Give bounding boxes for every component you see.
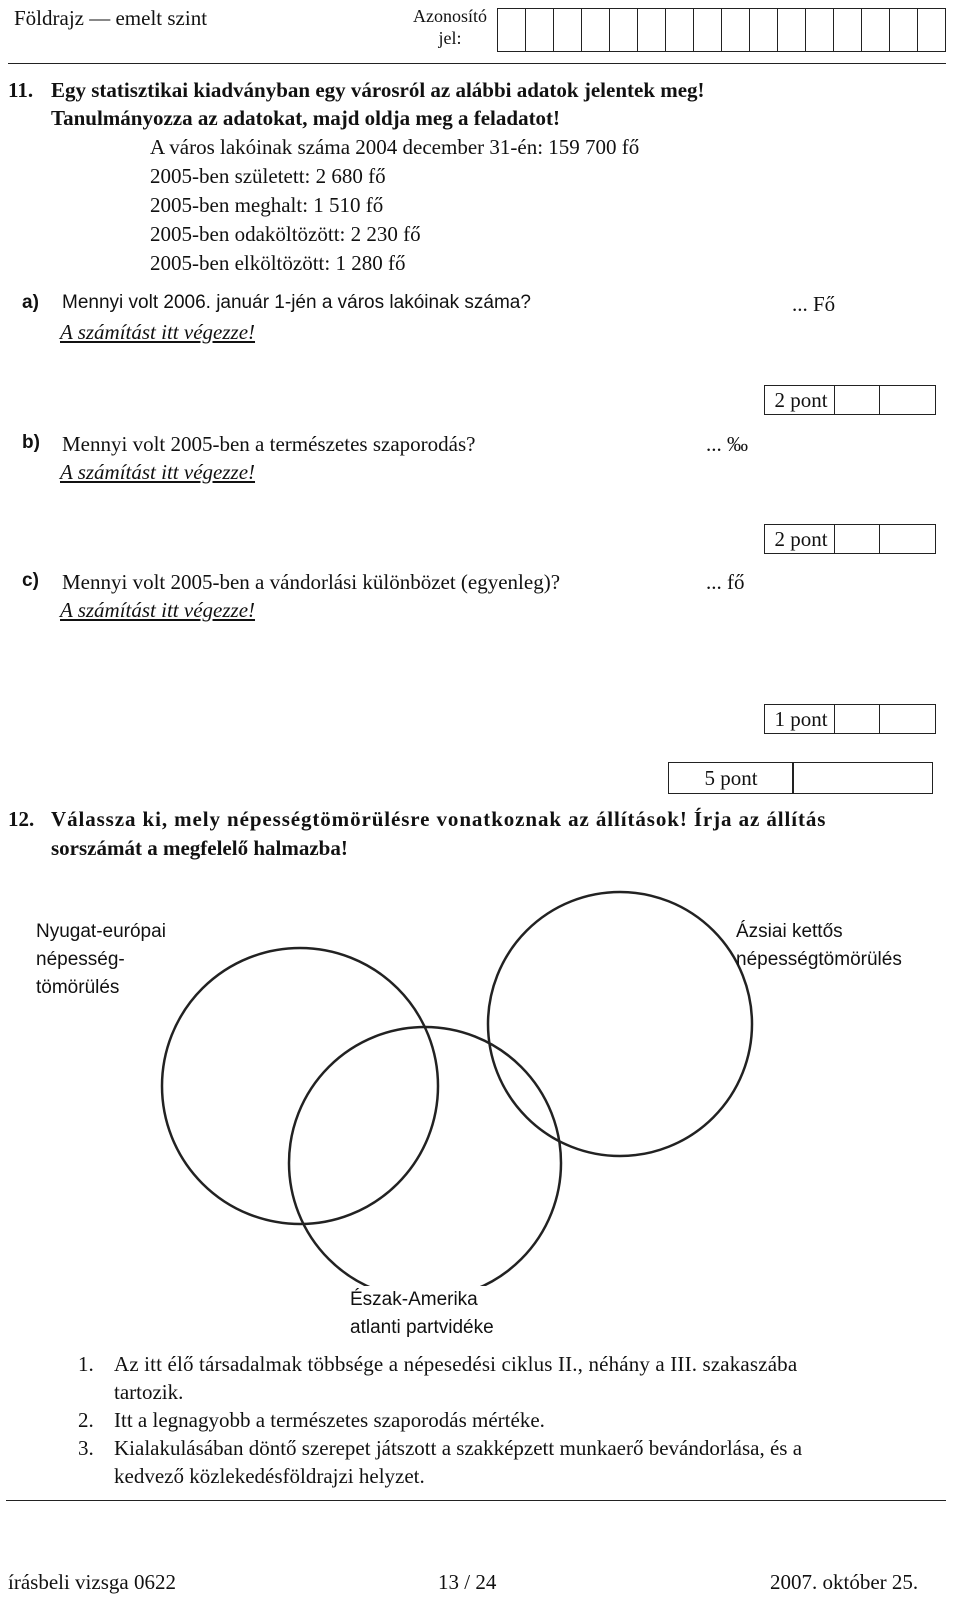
set-label-left bbox=[36, 918, 166, 1002]
statement-number: 1. bbox=[78, 1352, 94, 1376]
q11b-question: Mennyi volt 2005-ben a természetes szaporodás? bbox=[62, 432, 476, 456]
venn-circle-right[interactable] bbox=[488, 892, 752, 1156]
q11c-answer[interactable]: ... fő bbox=[706, 570, 745, 594]
id-label-line1: Azonosító bbox=[413, 6, 487, 26]
q11-total-points-box bbox=[668, 762, 794, 794]
statement-number: 2. bbox=[78, 1408, 94, 1432]
statement-text: tartozik. bbox=[114, 1380, 184, 1404]
q11a-points-label: 2 pont bbox=[774, 388, 828, 412]
q11-data-line: 2005-ben született: 2 680 fő bbox=[150, 164, 386, 188]
id-cell[interactable] bbox=[917, 8, 946, 52]
id-cell[interactable] bbox=[553, 8, 582, 52]
subject-title: Földrajz — emelt szint bbox=[14, 6, 208, 30]
set-label-right bbox=[736, 918, 902, 974]
q11c-question: Mennyi volt 2005-ben a vándorlási különbözet (egyenleg)? bbox=[62, 570, 561, 594]
q11a-question: Mennyi volt 2006. január 1-jén a város lakóinak száma? bbox=[62, 292, 531, 313]
set-label-right-line: Ázsiai kettős bbox=[736, 921, 843, 942]
q11-data-line: 2005-ben elköltözött: 1 280 fő bbox=[150, 251, 406, 275]
q11c-label: c) bbox=[22, 570, 39, 591]
set-label-bottom-line: Észak-Amerika bbox=[350, 1289, 478, 1310]
statement-text: Az itt élő társadalmak többsége a népesedési ciklus II., néhány a III. szakaszába bbox=[114, 1352, 798, 1376]
set-label-left-line: tömörülés bbox=[36, 977, 120, 998]
id-cell[interactable] bbox=[777, 8, 806, 52]
q11a-label: a) bbox=[22, 292, 39, 313]
q12-number: 12. bbox=[8, 807, 35, 831]
q11b-score-field[interactable] bbox=[834, 524, 936, 554]
statement-text: Itt a legnagyobb a természetes szaporodás mértéke. bbox=[114, 1408, 545, 1432]
q12-title-line2: sorszámát a megfelelő halmazba! bbox=[51, 836, 348, 860]
set-label-right-line: népességtömörülés bbox=[736, 949, 902, 970]
footer-exam-code: írásbeli vizsga 0622 bbox=[8, 1570, 176, 1594]
q11a-answer[interactable]: ... Fő bbox=[792, 292, 836, 316]
id-cell[interactable] bbox=[609, 8, 638, 52]
set-label-left-line: Nyugat-európai bbox=[36, 921, 166, 942]
q11b-answer[interactable]: ... ‰ bbox=[706, 432, 748, 456]
id-cell[interactable] bbox=[833, 8, 862, 52]
q11-data-line: 2005-ben odaköltözött: 2 230 fő bbox=[150, 222, 421, 246]
q11a-score-field[interactable] bbox=[834, 385, 936, 415]
q11-data-line: A város lakóinak száma 2004 december 31-én: 159 700 fő bbox=[150, 135, 640, 159]
q11-title-line1: Egy statisztikai kiadványban egy városról az alábbi adatok jelentek meg! bbox=[51, 78, 705, 102]
id-cell[interactable] bbox=[665, 8, 694, 52]
q11-title-line2: Tanulmányozza az adatokat, majd oldja meg a feladatot! bbox=[51, 106, 561, 130]
id-label-line2: jel: bbox=[438, 28, 462, 48]
set-label-bottom-line: atlanti partvidéke bbox=[350, 1317, 494, 1338]
id-cell[interactable] bbox=[525, 8, 554, 52]
id-cell[interactable] bbox=[721, 8, 750, 52]
id-cell[interactable] bbox=[581, 8, 610, 52]
id-cell[interactable] bbox=[805, 8, 834, 52]
q11-total-score-field[interactable] bbox=[792, 762, 933, 794]
id-cell[interactable] bbox=[693, 8, 722, 52]
id-cell[interactable] bbox=[749, 8, 778, 52]
venn-circle-left[interactable] bbox=[162, 948, 438, 1224]
q11-number: 11. bbox=[8, 78, 34, 102]
statement-number: 3. bbox=[78, 1436, 94, 1460]
q11c-score-field[interactable] bbox=[834, 704, 936, 734]
q11b-points-label: 2 pont bbox=[774, 527, 828, 551]
footer-page-number: 13 / 24 bbox=[438, 1570, 497, 1594]
set-label-left-line: népesség- bbox=[36, 949, 125, 970]
id-label bbox=[410, 5, 490, 49]
q11c-instruction: A számítást itt végezze! bbox=[60, 598, 256, 622]
q12-title-line1: Válassza ki, mely népességtömörülésre vonatkoznak az állítások! Írja az állítás bbox=[51, 807, 827, 831]
q11c-points-label: 1 pont bbox=[774, 707, 828, 731]
id-cell[interactable] bbox=[637, 8, 666, 52]
q11b-instruction: A számítást itt végezze! bbox=[60, 460, 256, 484]
q11-total-points-label: 5 pont bbox=[704, 766, 758, 790]
id-cell[interactable] bbox=[861, 8, 890, 52]
footer-date: 2007. október 25. bbox=[770, 1570, 919, 1594]
id-cell[interactable] bbox=[497, 8, 526, 52]
q11b-label: b) bbox=[22, 432, 40, 453]
header-divider bbox=[8, 63, 946, 64]
statement-text: Kialakulásában döntő szerepet játszott a szakképzett munkaerő bevándorlása, és a bbox=[114, 1436, 803, 1460]
footer-divider bbox=[6, 1500, 946, 1501]
venn-circle-bottom[interactable] bbox=[289, 1027, 561, 1299]
set-label-bottom bbox=[350, 1286, 498, 1342]
statement-text: kedvező közlekedésföldrajzi helyzet. bbox=[114, 1464, 425, 1488]
q11a-instruction: A számítást itt végezze! bbox=[60, 320, 256, 344]
q11-data-line: 2005-ben meghalt: 1 510 fő bbox=[150, 193, 384, 217]
id-cell[interactable] bbox=[889, 8, 918, 52]
